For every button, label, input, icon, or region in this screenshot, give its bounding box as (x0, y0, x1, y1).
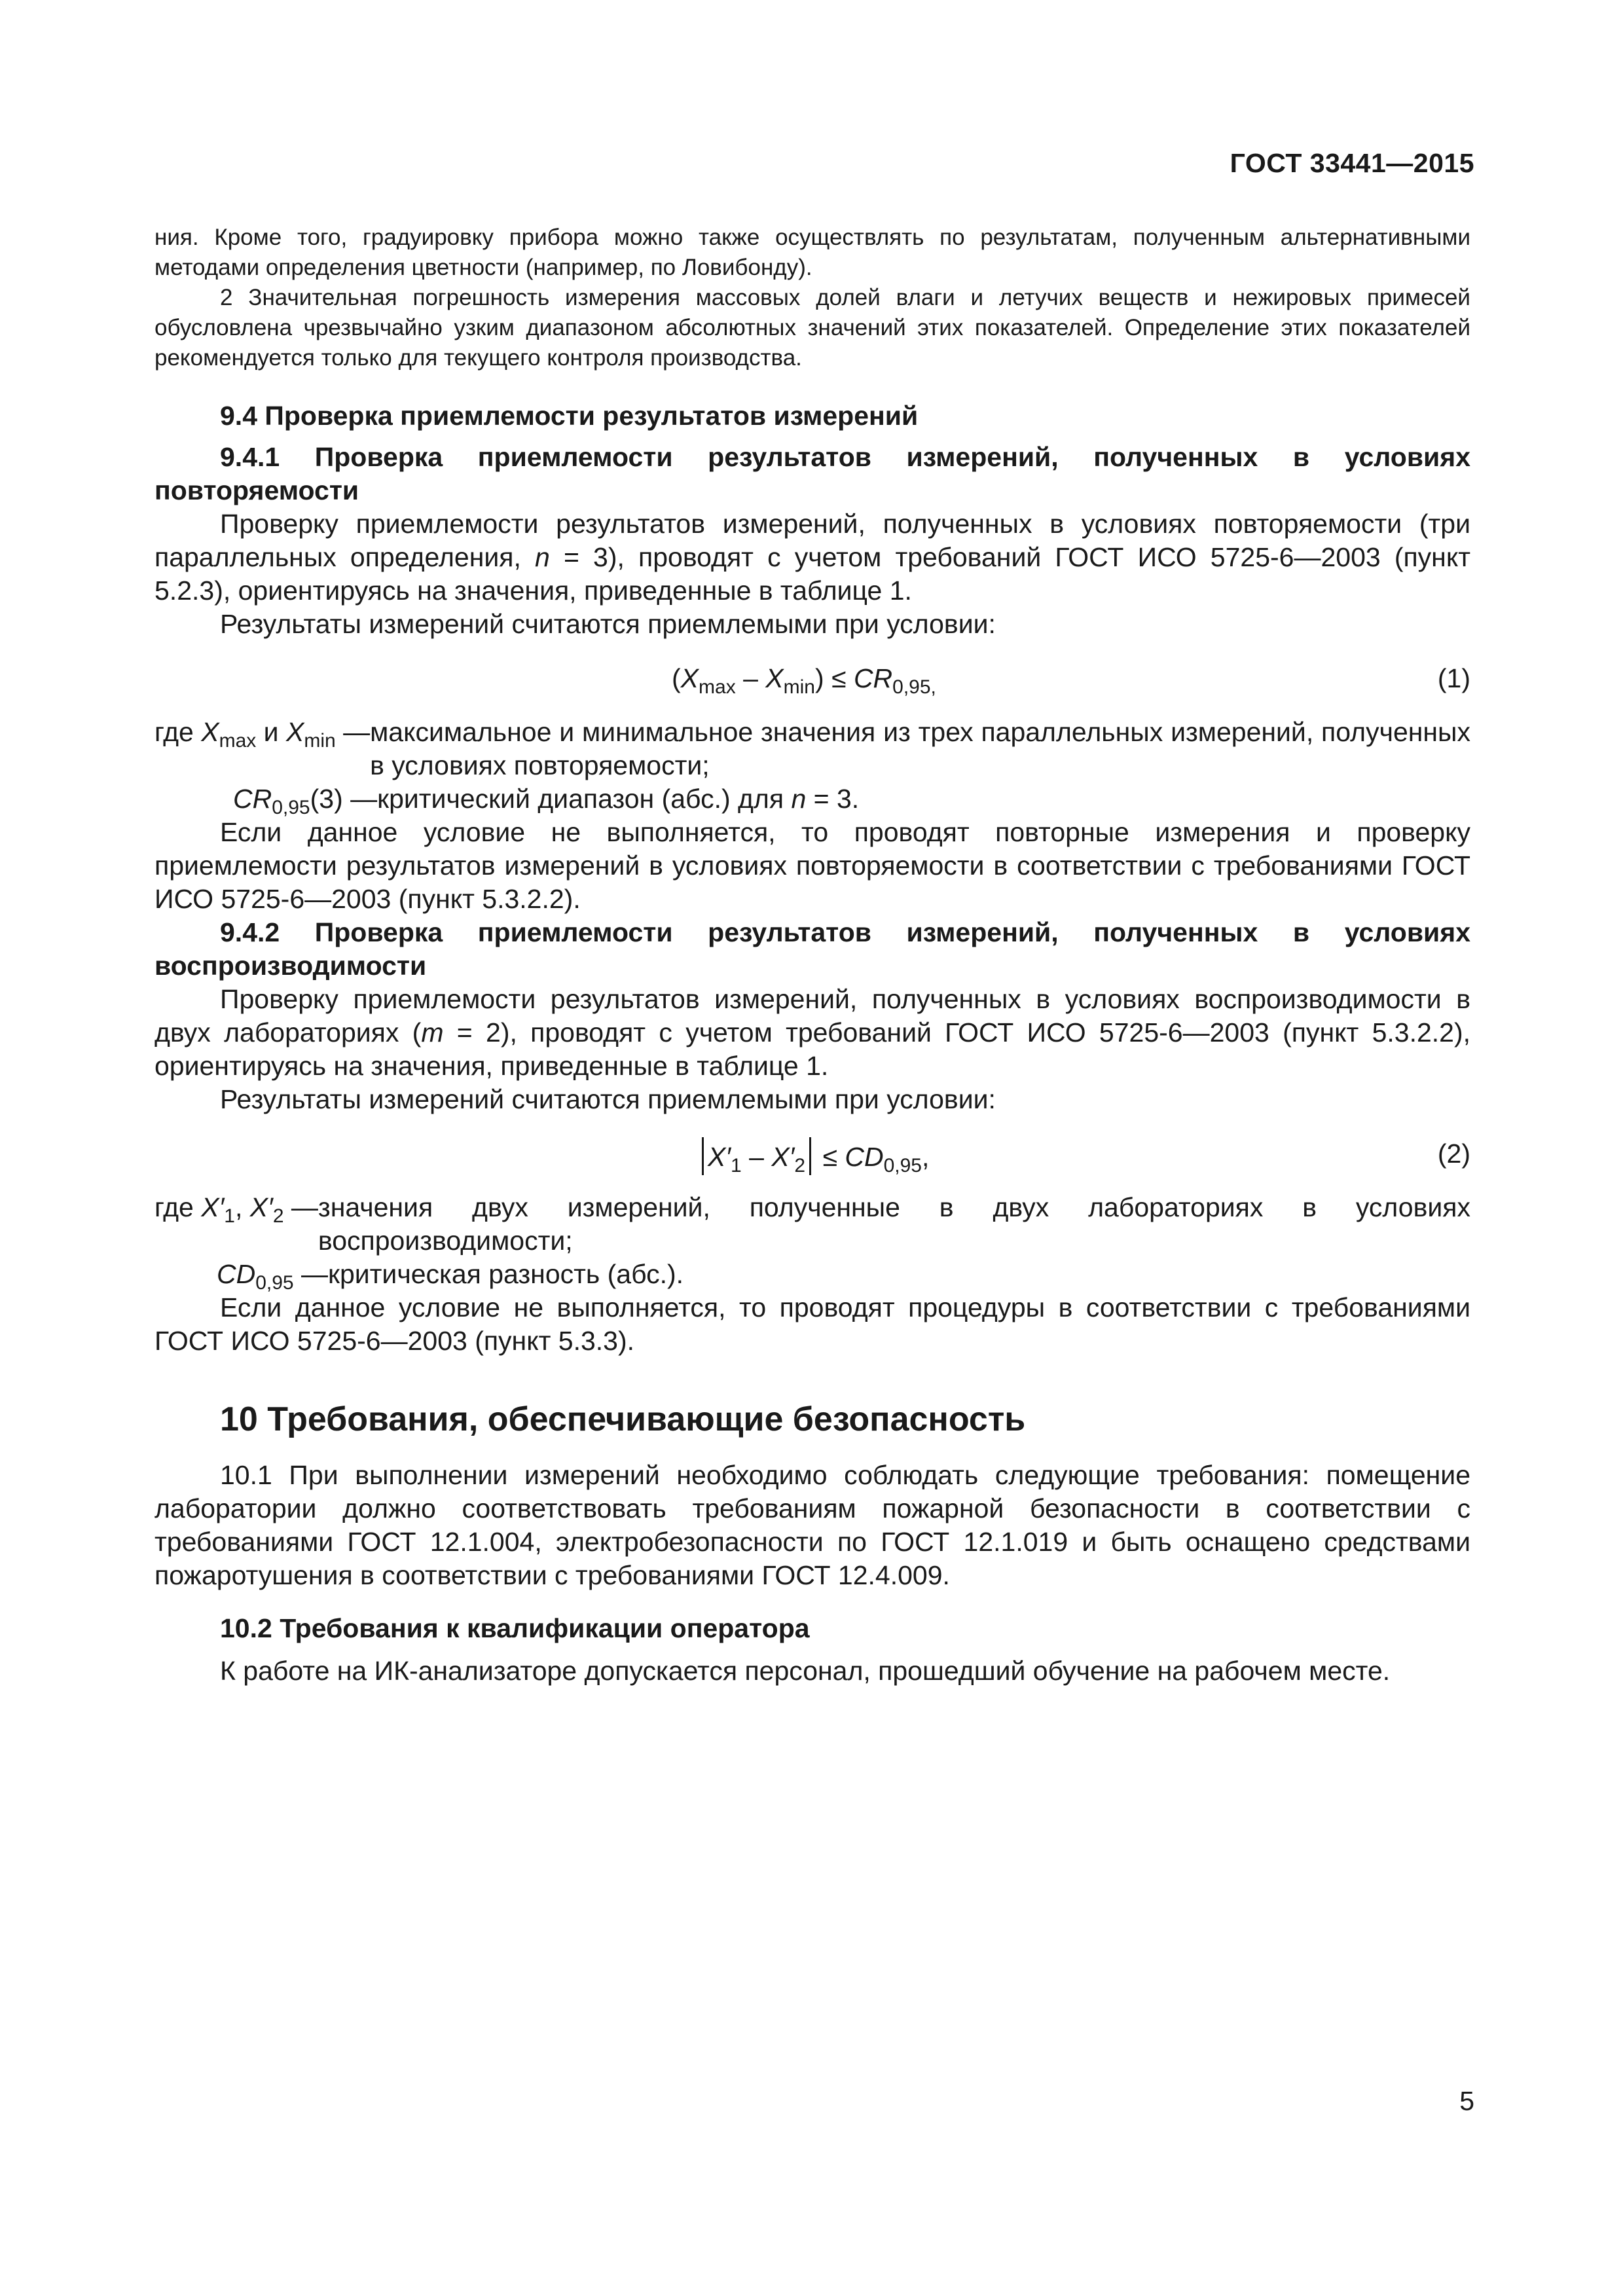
where-block-2-cd (155, 1258, 1470, 1294)
where-desc-cr: критический диапазон (абс.) для n = 3. (377, 784, 860, 814)
paragraph-condition-1: Результаты измерений считаются приемлемыми при условии: (220, 609, 996, 639)
formula-2-number: (2) (1437, 1139, 1470, 1169)
paragraph-9-4-1-fail: Если данное условие не выполняется, то проводят повторные измерения и проверку приемлемости результатов измерений в условиях повторяемости в соответствии с требованиями ГОСТ ИСО 5725-6—2003 (пункт 5.3.2.2). (155, 817, 1470, 914)
paragraph-9-4-2-reproducibility: Проверку приемлемости результатов измерений, полученных в условиях воспроизводимости в двух лабораториях (m = 2), проводят с учетом требований ГОСТ ИСО 5725-6—2003 (пункт 5.3.2.2), ориентируясь на значения, приведенные в таблице 1. (155, 984, 1470, 1081)
where-term-xmax-xmin: где $X_{max}$ и $X_{min}$ — (155, 717, 371, 752)
heading-section-10: 10 Требования, обеспечивающие безопасность (220, 1400, 1026, 1438)
where-term-cr: $CR_{0,95}(3)$ — (233, 784, 378, 818)
note-continuation: ния. Кроме того, градуировку прибора можно также осуществлять по результатам, полученным альтернативными методами определения цветности (например, по Ловибонду). (155, 225, 1470, 280)
page-number: 5 (1459, 2086, 1474, 2116)
paragraph-10-2: К работе на ИК-анализаторе допускается персонал, прошедший обучение на рабочем месте. (220, 1656, 1391, 1686)
formula-2-expression: $X'_1 - X'_2 \le CD_{0,95}$, (698, 1137, 929, 1175)
where-term-x1-x2: где $X'_1$, $X'_2$ — (155, 1192, 318, 1227)
paragraph-9-4-2-fail: Если данное условие не выполняется, то проводят процедуры в соответствии с требованиями ГОСТ ИСО 5725-6—2003 (пункт 5.3.3). (155, 1292, 1470, 1356)
paragraph-10-1: 10.1 При выполнении измерений необходимо соблюдать следующие требования: помещение лаборатории должно соответствовать требованиям пожарной безопасности в соответствии с требованиями ГОСТ 12.1.004, электробезопасности по ГОСТ 12.1.019 и быть оснащено средствами пожаротушения в соответствии с требованиями ГОСТ 12.4.009. (155, 1460, 1470, 1590)
heading-9-4: 9.4 Проверка приемлемости результатов измерений (220, 401, 919, 431)
where-desc-xmax-xmin: максимальное и минимальное значения из трех параллельных измерений, полученных в условиях повторяемости; (370, 717, 1470, 780)
where-block-1-xmax-xmin (155, 716, 1470, 782)
formula-1-expression: $(X_{max} - X_{min}) \le CR_{0,95,}$ (672, 663, 936, 698)
formula-1-number: (1) (1437, 663, 1470, 693)
where-desc-cd: критическая разность (абс.). (328, 1259, 684, 1289)
abs-bar-left (702, 1137, 704, 1175)
abs-bar-right (809, 1137, 811, 1175)
where-desc-x1-x2: значения двух измерений, полученные в двух лабораториях в условиях воспроизводимости; (318, 1192, 1470, 1256)
page-content (155, 223, 1470, 1688)
heading-9-4-2: 9.4.2 Проверка приемлемости результатов измерений, полученных в условиях воспроизводимости (155, 917, 1470, 981)
heading-10-2: 10.2 Требования к квалификации оператора (220, 1613, 810, 1643)
where-term-cd: $CD_{0,95}$ — (217, 1259, 329, 1294)
paragraph-condition-2: Результаты измерений считаются приемлемыми при условии: (220, 1084, 996, 1114)
heading-9-4-1: 9.4.1 Проверка приемлемости результатов измерений, полученных в условиях повторяемости (155, 442, 1470, 505)
note-2: 2 Значительная погрешность измерения массовых долей влаги и летучих веществ и нежировых примесей обусловлена чрезвычайно узким диапазоном абсолютных значений этих показателей. Определение этих показателей рекомендуется только для текущего контроля производства. (155, 285, 1470, 371)
where-block-1-cr (155, 782, 1470, 816)
paragraph-9-4-1-repeatability: Проверку приемлемости результатов измерений, полученных в условиях повторяемости (три параллельных определения, n = 3), проводят с учетом требований ГОСТ ИСО 5725-6—2003 (пункт 5.2.3), ориентируясь на значения, приведенные в таблице 1. (155, 509, 1470, 606)
formula-1 (155, 655, 1470, 702)
document-code-header: ГОСТ 33441—2015 (1230, 148, 1474, 178)
formula-2 (155, 1131, 1470, 1178)
where-block-2-x1-x2 (155, 1191, 1470, 1258)
